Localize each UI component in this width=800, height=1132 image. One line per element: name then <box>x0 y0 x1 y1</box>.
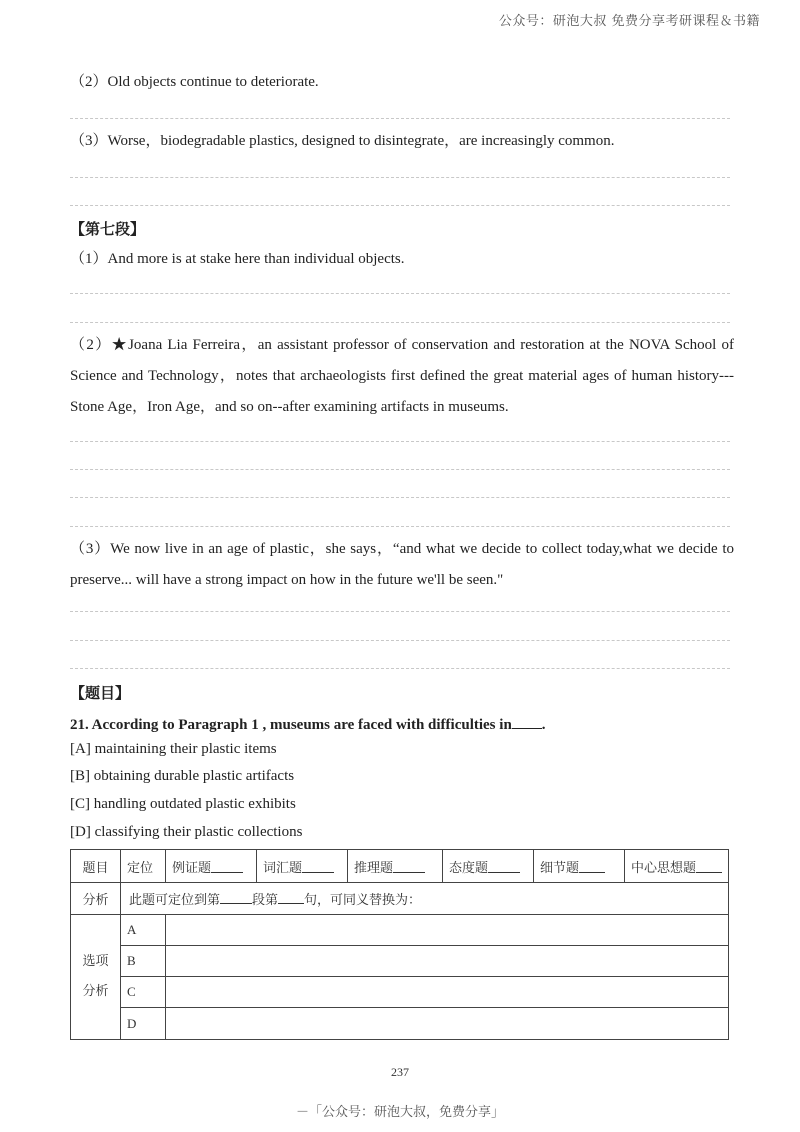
table-label-cell: 题目 <box>71 850 121 883</box>
option-letter-d: D <box>121 1008 166 1040</box>
question-title-text: 21. According to Paragraph 1 , museums are faced with difficulties in <box>70 717 512 733</box>
type-vocab: 词汇题 <box>257 850 348 882</box>
answer-line <box>70 293 730 294</box>
answer-line <box>70 640 730 641</box>
option-c: [C] handling outdated plastic exhibits <box>70 796 296 812</box>
type-inference: 推理题 <box>348 850 443 882</box>
sentence-6-3: （3）Worse，biodegradable plastics, designed to disintegrate，are increasingly common. <box>70 133 615 149</box>
option-analysis-b[interactable] <box>166 946 729 977</box>
option-letter-a: A <box>121 915 166 946</box>
answer-line <box>70 205 730 206</box>
types-cell <box>166 850 729 883</box>
table-label-cell-2: 分析 <box>71 883 121 915</box>
type-attitude: 态度题 <box>443 850 534 882</box>
sentence-7-3: （3）We now live in an age of plastic，she says，“and what we decide to collect today,what we decide to preserve... will have a strong impact on how in the future we'll be seen." <box>70 541 734 588</box>
option-letter-c: C <box>121 977 166 1008</box>
answer-blank <box>512 714 542 729</box>
option-letter-b: B <box>121 946 166 977</box>
sentence-6-2: （2）Old objects continue to deteriorate. <box>70 74 319 90</box>
answer-line <box>70 441 730 442</box>
option-analysis-label: 选项 分析 <box>71 915 121 1040</box>
answer-line <box>70 177 730 178</box>
type-example: 例证题 <box>166 850 257 882</box>
option-b: [B] obtaining durable plastic artifacts <box>70 768 295 784</box>
sentence-7-2: （2）★Joana Lia Ferreira，an assistant professor of conservation and restoration at the NOVA School of Science and Technology，notes that archaeologists first defined the great material ages of human history---Stone Age，Iron Age，and so on--after examining artifacts in museums. <box>70 337 734 415</box>
locate-cell: 定位 <box>121 850 166 883</box>
footer-watermark: －「公众号：研泡大叔，免费分享」 <box>295 1105 504 1120</box>
question-title <box>70 714 546 734</box>
option-analysis-d[interactable] <box>166 1008 729 1040</box>
option-d: [D] classifying their plastic collections <box>70 824 303 840</box>
answer-line <box>70 497 730 498</box>
locate-text-cell: 此题可定位到第 段第 句，可同义替换为： <box>121 883 729 915</box>
sentence-7-1: （1）And more is at stake here than individual objects. <box>70 251 405 267</box>
analysis-table <box>70 849 729 1040</box>
answer-line <box>70 611 730 612</box>
type-detail: 细节题 <box>534 850 625 882</box>
section-heading-7: 【第七段】 <box>70 220 146 238</box>
question-section-heading: 【题目】 <box>70 684 131 702</box>
header-watermark: 公众号：研泡大叔 免费分享考研课程＆书籍 <box>498 14 760 29</box>
page-number: 237 <box>391 1065 409 1079</box>
answer-line <box>70 118 730 119</box>
option-analysis-c[interactable] <box>166 977 729 1008</box>
question-title-end: . <box>541 717 546 733</box>
answer-line <box>70 526 730 527</box>
type-main-idea: 中心思想题 <box>625 850 728 882</box>
answer-line <box>70 322 730 323</box>
option-a: [A] maintaining their plastic items <box>70 741 277 757</box>
answer-line <box>70 469 730 470</box>
answer-line <box>70 668 730 669</box>
option-analysis-a[interactable] <box>166 915 729 946</box>
